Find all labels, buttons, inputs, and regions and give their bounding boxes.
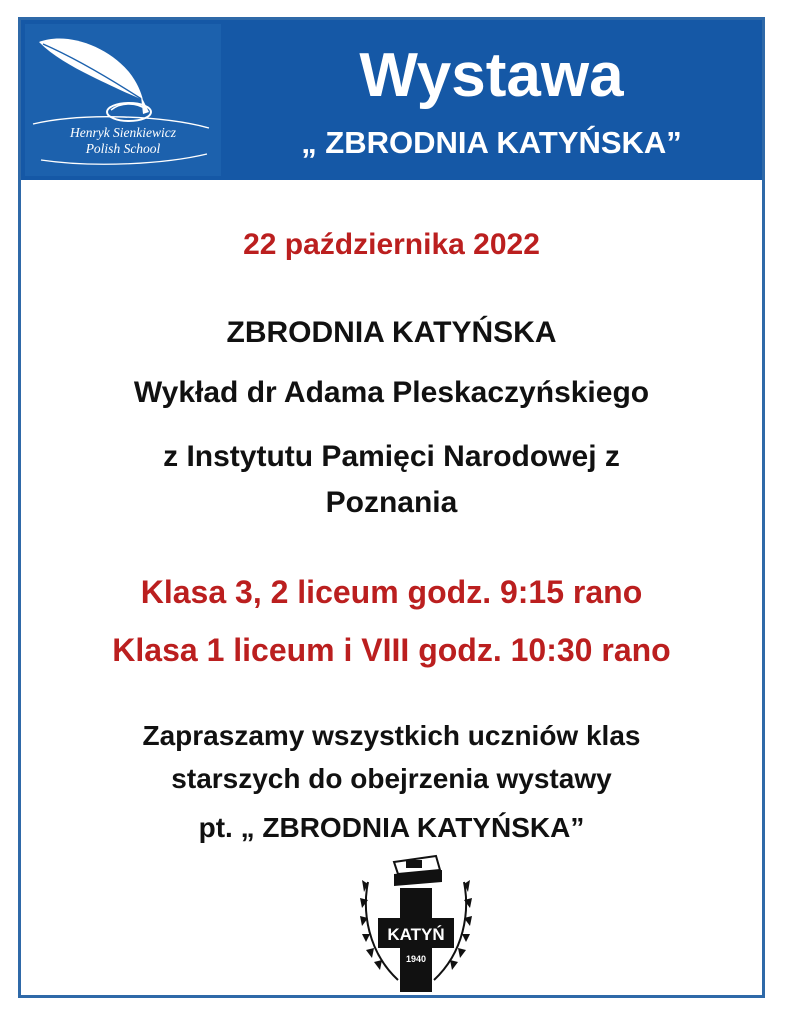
header-banner (21, 20, 762, 180)
logo-school-name: Henryk Sienkiewicz (69, 125, 177, 140)
lecture-institution: z Instytutu Pamięci Narodowej z (163, 440, 620, 473)
session-1: Klasa 3, 2 liceum godz. 9:15 rano (140, 574, 643, 610)
invitation-line-2: starszych do obejrzenia wystawy (171, 763, 612, 794)
emblem-year: 1940 (405, 954, 427, 964)
page-title: Wystawa (359, 41, 624, 110)
invitation-line-3: pt. „ ZBRODNIA KATYŃSKA” (198, 812, 585, 843)
invitation-line-1: Zapraszamy wszystkich uczniów klas (142, 720, 641, 751)
katyn-cross-icon (354, 852, 478, 992)
lecture-city: Poznania (325, 486, 458, 519)
event-topic: ZBRODNIA KATYŃSKA (226, 316, 557, 349)
event-date: 22 października 2022 (243, 228, 540, 261)
exhibition-subtitle: „ ZBRODNIA KATYŃSKA” (301, 125, 682, 160)
emblem-label: KATYŃ (387, 925, 445, 944)
logo-school-type: Polish School (85, 141, 161, 156)
school-logo (25, 24, 221, 176)
session-2: Klasa 1 liceum i VIII godz. 10:30 rano (112, 632, 671, 668)
poster-frame (18, 17, 765, 998)
lecture-speaker: Wykład dr Adama Pleskaczyńskiego (133, 376, 650, 409)
